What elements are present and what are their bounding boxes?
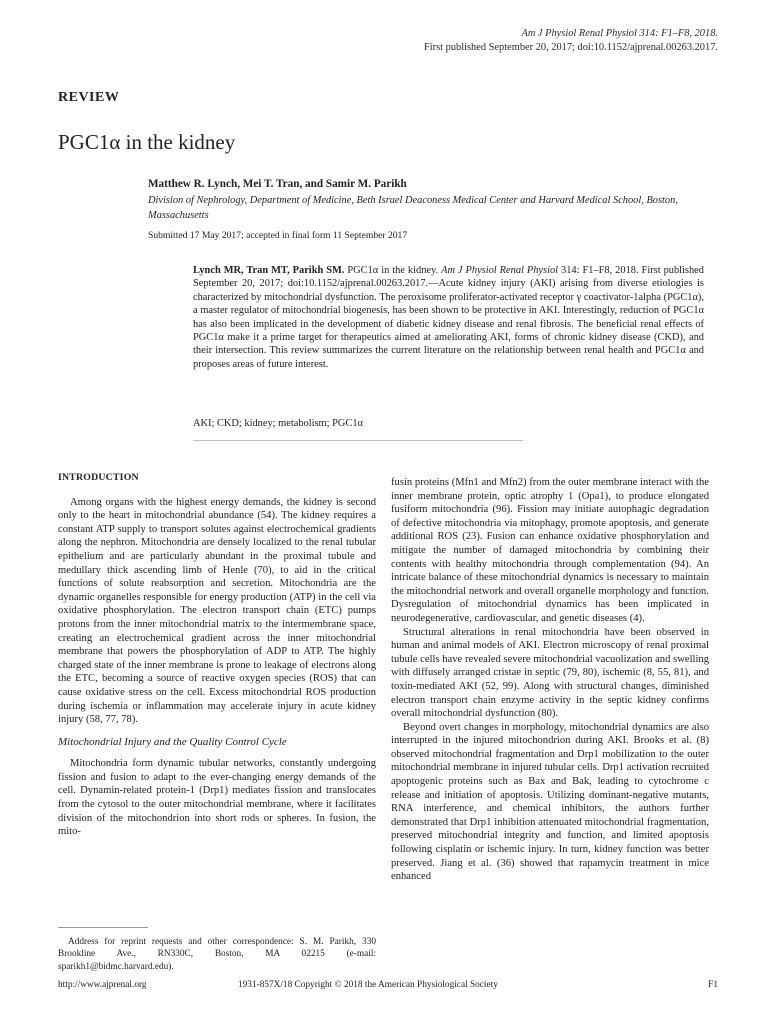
fusion-paragraph: fusin proteins (Mfn1 and Mfn2) from the outer membrane interact with the inner membrane protein, optic atrophy 1 (Opa1), to produce elongated fusiform mitochondria (96). Fission may initiate autophagic degradation of defective mitochondria via mitophagy, promote apoptosis, and generate additional ROS (23). Fusion can enhance oxidative phosphorylation and mitigate the number of damaged mitochondria by combining their contents with healthy mitochondria through complementation (94). An intricate balance of these mitochondrial dynamics is necessary to maintain the mitochondrial network and overall organelle morphology and function. Dysregulation of mitochondrial dynamics has been implicated in neurodegenerative, cardiovascular, and genetic diseases (4). bbox=[391, 477, 709, 624]
section-label: REVIEW bbox=[58, 90, 120, 105]
correspondence-footnote: Address for reprint requests and other correspondence: S. M. Parikh, 330 Brookline Ave., RN330C, Boston, MA 02215 (e-mail: sparikh1@bidmc.harvard.edu). bbox=[58, 937, 376, 972]
mitochondria-paragraph: Mitochondria form dynamic tubular networks, constantly undergoing fission and fusion to adapt to the ever-changing energy demands of the cell. Dynamin-related protein-1 (Drp1) mediates fission and translocates from the cytosol to the outer mitochondrial membrane, where it facilitates division of the mitochondrion into short rods or spheres. In fusion, the mito- bbox=[58, 758, 376, 838]
introduction-heading: INTRODUCTION bbox=[58, 472, 139, 483]
article-title: PGC1α in the kidney bbox=[58, 130, 236, 154]
abstract-text: Acute kidney injury (AKI) arising from diverse etiologies is characterized by mitochondrial dysfunction. The peroxisome proliferator-activated receptor γ coactivator-1alpha (PGC1α), a master regulator of mitochondrial biogenesis, has been shown to be protective in AKI. Interestingly, reduction of PGC1α has also been implicated in the development of diabetic kidney disease and renal fibrosis. The beneficial renal effects of PGC1α make it a prime target for therapeutics aimed at ameliorating AKI, forms of chronic kidney disease (CKD), and their intersection. This review summarizes the current literature on the relationship between renal health and PGC1α and proposes areas of future interest. bbox=[193, 278, 704, 370]
abstract-citation-authors: Lynch MR, Tran MT, Parikh SM. bbox=[193, 265, 345, 276]
abstract-citation-title: PGC1α in the kidney. bbox=[344, 265, 442, 276]
copyright-notice: 1931-857X/18 Copyright © 2018 the American Physiological Society bbox=[238, 980, 498, 990]
journal-url-link[interactable]: http://www.ajprenal.org bbox=[58, 980, 147, 990]
abstract-divider bbox=[193, 440, 523, 441]
abstract bbox=[193, 264, 704, 371]
mitochondrial-injury-subheading: Mitochondrial Injury and the Quality Control Cycle bbox=[58, 735, 287, 748]
body-column-right bbox=[391, 476, 709, 884]
affiliation: Division of Nephrology, Department of Medicine, Beth Israel Deaconess Medical Center and Harvard Medical School, Boston, Massachusetts bbox=[148, 195, 678, 221]
journal-header bbox=[424, 27, 718, 55]
submission-dates: Submitted 17 May 2017; accepted in final form 11 September 2017 bbox=[148, 230, 408, 241]
abstract-citation-journal: Am J Physiol Renal Physiol bbox=[441, 265, 559, 276]
page-number: F1 bbox=[708, 980, 718, 990]
abstract-citation-rest: 314: F1–F8, 2018. First published September 20, 2017; doi:10.1152/ajprenal.00263.2017.— bbox=[193, 265, 704, 290]
keywords: AKI; CKD; kidney; metabolism; PGC1α bbox=[193, 418, 363, 429]
mitochondrial-dynamics-paragraph: Beyond overt changes in morphology, mitochondrial dynamics are also interrupted in the injured mitochondrion during AKI. Brooks et al. (8) observed mitochondrial fragmentation and Drp1 mobilization to the outer mitochondrial membrane in injured tubular cells. Drp1 activation recruited apoptogenic proteins such as Bax and Bak, leading to cytochrome c release and initiation of apoptosis. Utilizing dominant-negative mutants, RNA interference, and chemical inhibitors, the authors further demonstrated that Drp1 inhibition attenuated mitochondrial fragmentation, preserved mitochondrial integrity and function, and limited apoptosis following cisplatin or ischemic injury. In turn, kidney function was better preserved. Jiang et al. (36) showed that rapamycin treatment in mice enhanced bbox=[391, 721, 709, 883]
author-list: Matthew R. Lynch, Mei T. Tran, and Samir M. Parikh bbox=[148, 178, 407, 190]
structural-alterations-paragraph: Structural alterations in renal mitochondria have been observed in human and animal models of AKI. Electron microscopy of renal proximal tubule cells have revealed severe mitochondrial vacuolization and swelling with diffusely arranged cristae in septic (79, 80), ischemic (8, 55, 81), and toxin-mediated AKI (52, 99). Along with structural changes, diminished electron transport chain enzyme activity in the septic kidney confirms overall mitochondrial dysfunction (80). bbox=[391, 626, 709, 720]
introduction-paragraph: Among organs with the highest energy demands, the kidney is second only to the heart in mitochondrial abundance (54). The kidney requires a constant ATP supply to transport solutes against electrochemical gradients along the nephron. Mitochondria are densely localized to the renal tubular epithelium and are particularly abundant in the proximal tubule and medullary thick ascending limb of Henle (70), to aid in the critical functions of solute reabsorption and secretion. Mitochondria are the dynamic organelles responsible for energy production (ATP) in the cell via oxidative phosphorylation. The electron transport chain (ETC) pumps protons from the inner mitochondrial matrix to the intermembrane space, creating an electrochemical gradient across the inner mitochondrial membrane that powers the phosphorylation of ADP to ATP. The highly charged state of the inner membrane is prone to leakage of electrons along the ETC, becoming a source of reactive oxygen species (ROS) that can cause oxidative stress on the cell. Excess mitochondrial ROS production during ischemia or inflammation may accelerate injury in acute kidney injury (58, 77, 78). bbox=[58, 496, 376, 726]
footnote-divider bbox=[58, 927, 148, 928]
published-line: First published September 20, 2017; doi:10.1152/ajprenal.00263.2017. bbox=[424, 42, 718, 53]
journal-citation-line: Am J Physiol Renal Physiol 314: F1–F8, 2018. bbox=[521, 28, 718, 39]
body-column-left bbox=[58, 471, 376, 839]
